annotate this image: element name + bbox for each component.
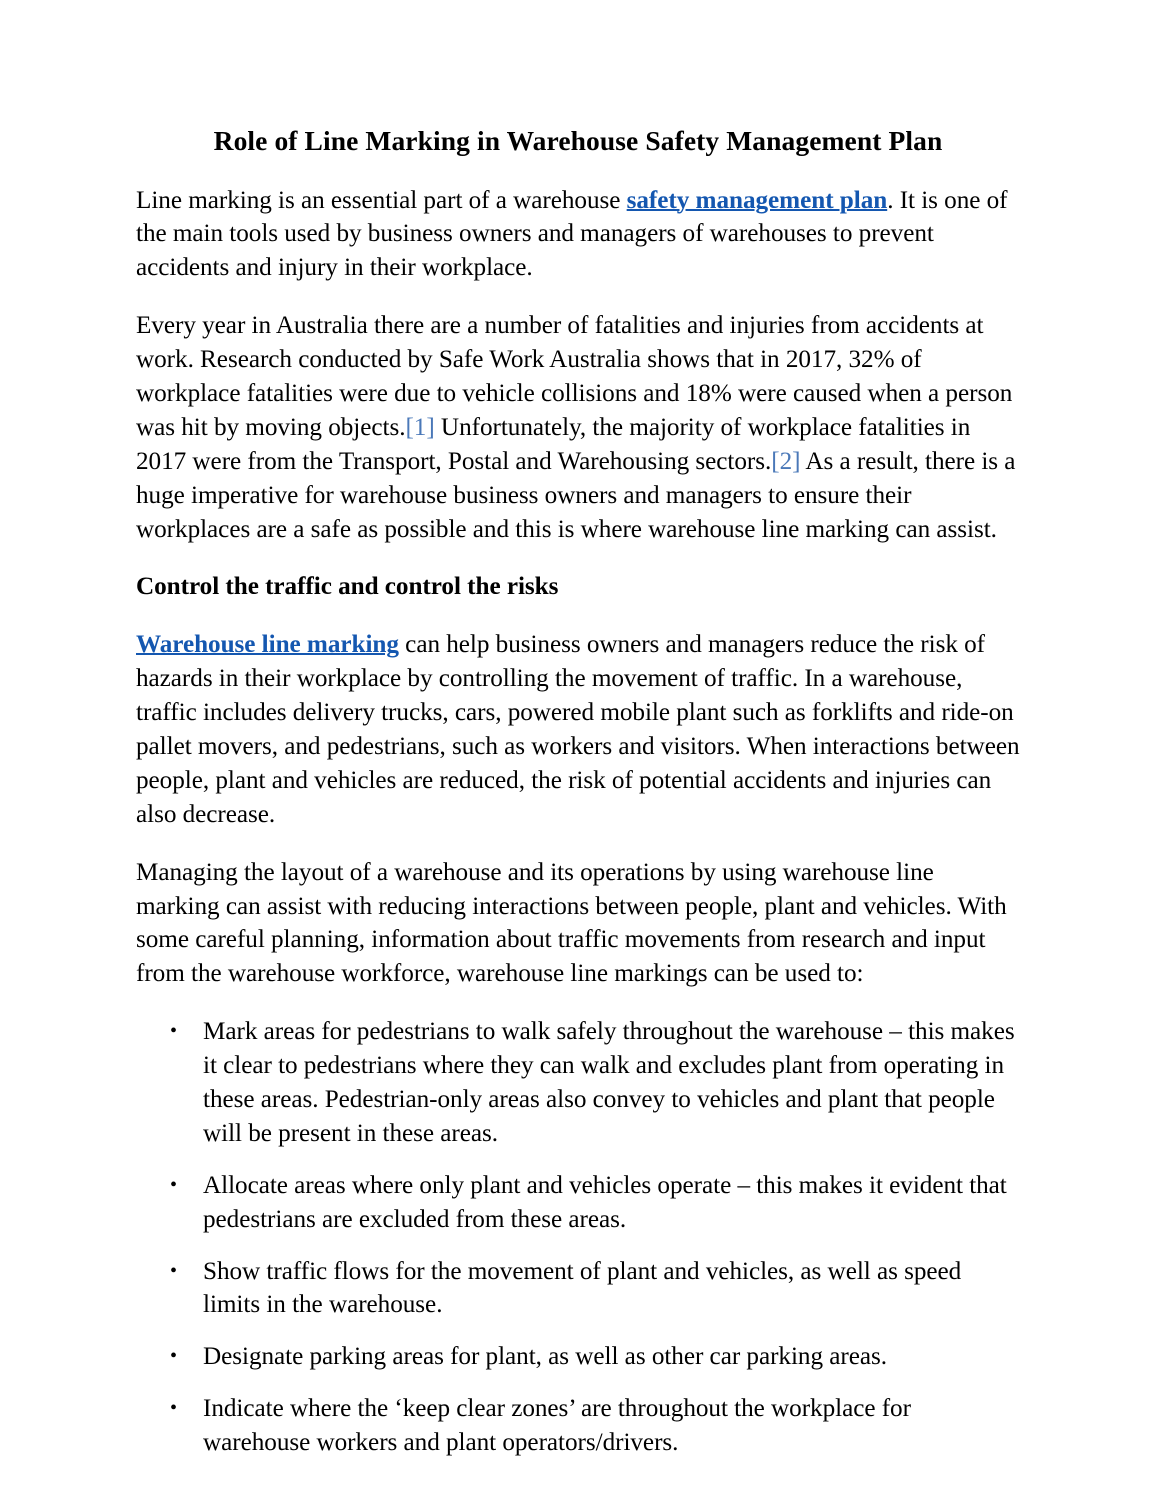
paragraph-intro-text-after-link: . It is one of the main tools used by business owners and managers of warehouses to prevent accidents and injury in their workplace.: [136, 186, 1008, 282]
list-item-label: Designate parking areas for plant, as well as other car parking areas.: [203, 1343, 887, 1371]
list-item: [136, 1392, 1020, 1460]
section-heading-control-traffic: Control the traffic and control the risks: [136, 573, 559, 601]
paragraph-statistics-text-2: Unfortunately, the majority of workplace fatalities in 2017 were from the Transport, Postal and Warehousing sectors.: [136, 413, 971, 475]
paragraph-intro-text-before-link: Line marking is an essential part of a warehouse: [136, 186, 627, 214]
paragraph-statistics: [136, 309, 1020, 546]
paragraph-managing-layout: Managing the layout of a warehouse and its operations by using warehouse line marking can assist with reducing interactions between people, plant and vehicles. With some careful planning, information about traffic movements from research and input from the warehouse workforce, warehouse line markings can be used to:: [136, 858, 1007, 988]
list-item-label: Show traffic flows for the movement of plant and vehicles, as well as speed limits in the warehouse.: [203, 1257, 962, 1319]
bullet-list: [136, 1015, 1020, 1460]
link-warehouse-line-marking[interactable]: Warehouse line marking: [136, 631, 399, 659]
paragraph-warehouse-line-marking: [136, 628, 1020, 831]
list-item: [136, 1255, 1020, 1323]
link-safety-management-plan[interactable]: safety management plan: [626, 186, 888, 214]
list-item: [136, 1015, 1020, 1151]
page-title: Role of Line Marking in Warehouse Safety Management Plan: [213, 125, 943, 156]
bullet-icon: •: [170, 1345, 177, 1368]
bullet-icon: •: [170, 1020, 177, 1043]
paragraph-intro: [136, 184, 1020, 286]
list-item-label: Mark areas for pedestrians to walk safely throughout the warehouse – this makes it clear to pedestrians where they can walk and excludes plant from operating in these areas. Pedestrian-only areas also convey to vehicles and plant that people will be present in these areas.: [203, 1018, 1015, 1147]
bullet-icon: •: [170, 1173, 177, 1196]
citation-link-1[interactable]: [1]: [405, 413, 435, 441]
paragraph-warehouse-line-marking-text: can help business owners and managers reduce the risk of hazards in their workplace by controlling the movement of traffic. In a warehouse, traffic includes delivery trucks, cars, powered mobile plant such as forklifts and ride-on pallet movers, and pedestrians, such as workers and visitors. When interactions between people, plant and vehicles are reduced, the risk of potential accidents and injuries can also decrease.: [136, 631, 1020, 828]
citation-link-2[interactable]: [2]: [771, 447, 801, 475]
paragraph-statistics-text-3: As a result, there is a huge imperative for warehouse business owners and managers to ensure their workplaces are a safe as possible and this is where warehouse line marking can assist.: [136, 447, 1016, 543]
bullet-icon: •: [170, 1259, 177, 1282]
paragraph-statistics-text-1: Every year in Australia there are a number of fatalities and injuries from accidents at work. Research conducted by Safe Work Australia shows that in 2017, 32% of workplace fatalities were due to vehicle collisions and 18% were caused when a person was hit by moving objects.: [136, 312, 1013, 441]
bullet-icon: •: [170, 1397, 177, 1420]
list-item-label: Allocate areas where only plant and vehicles operate – this makes it evident that pedestrians are excluded from these areas.: [203, 1171, 1007, 1233]
list-item: [136, 1169, 1020, 1237]
list-item: [136, 1340, 1020, 1374]
list-item-label: Indicate where the ‘keep clear zones’ are throughout the workplace for warehouse workers and plant operators/drivers.: [203, 1395, 911, 1457]
